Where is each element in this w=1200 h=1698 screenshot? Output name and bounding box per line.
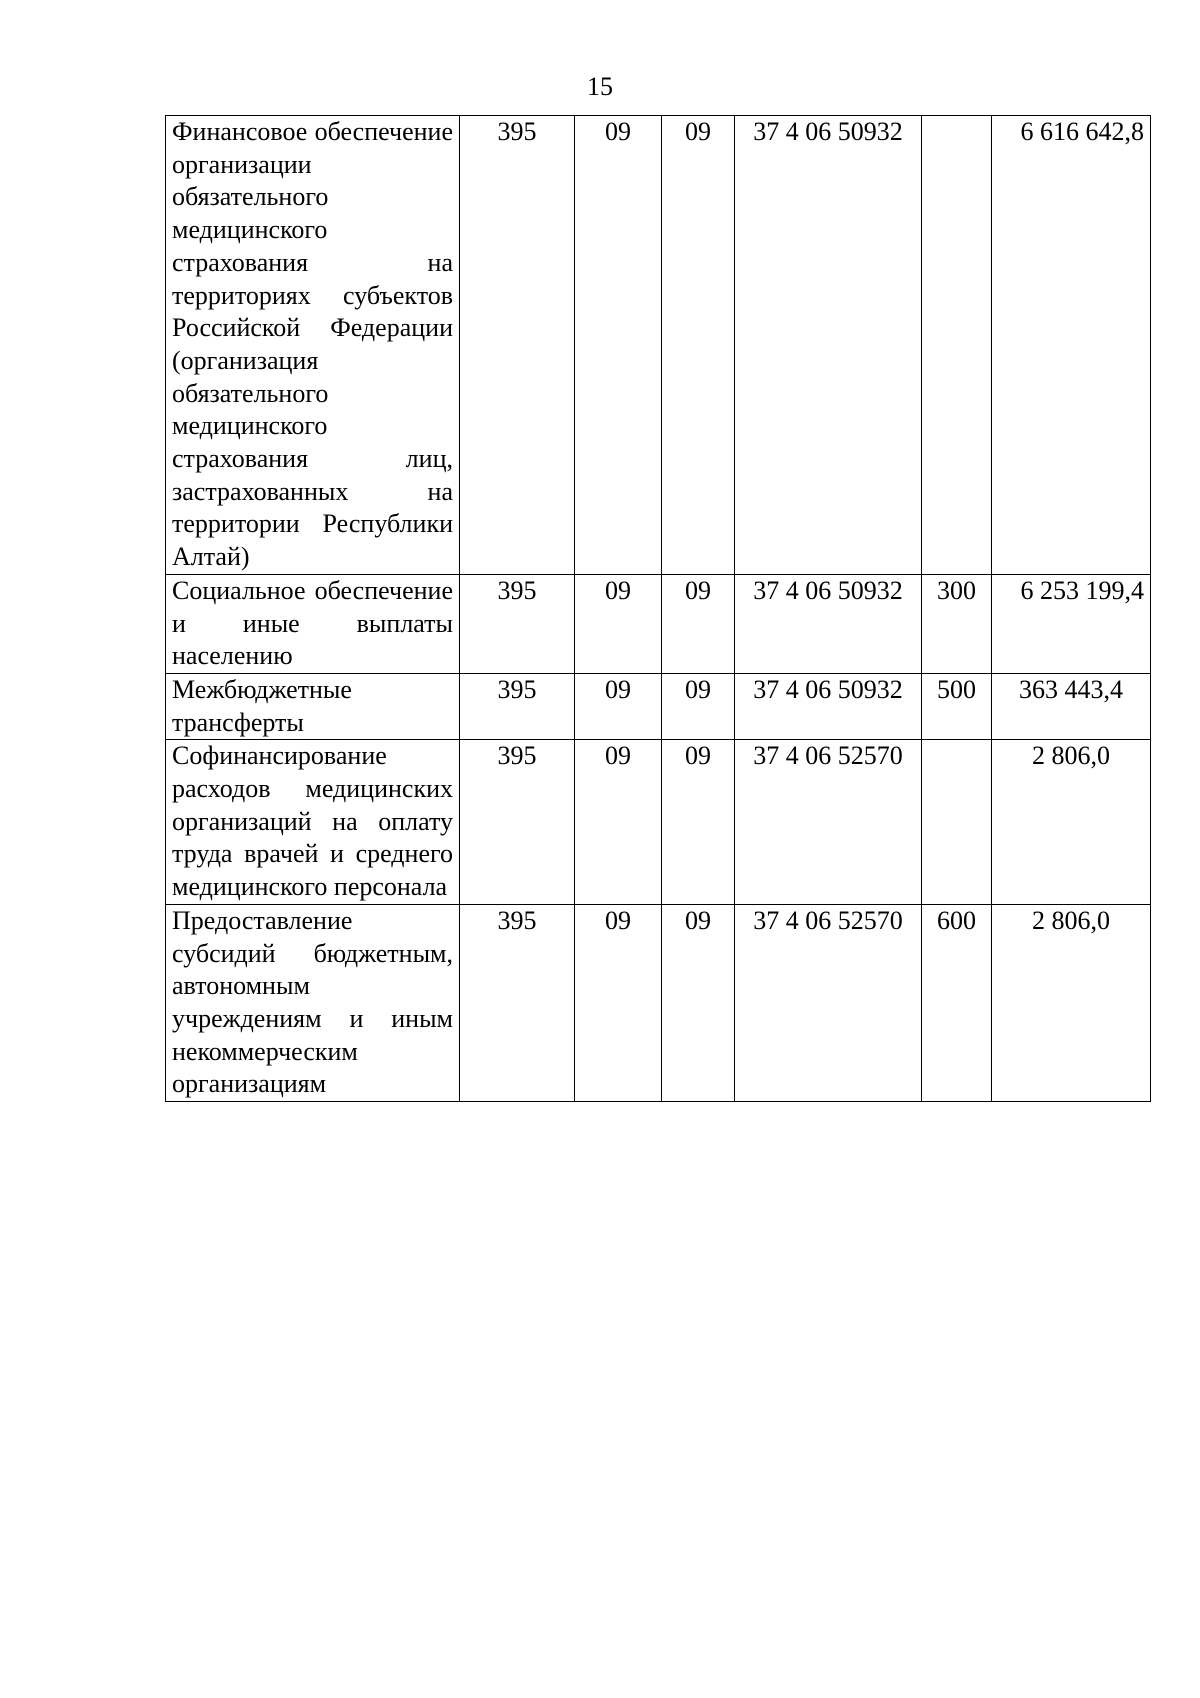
ministry-code: 395 xyxy=(460,904,575,1101)
subsection-code: 09 xyxy=(662,574,735,673)
budget-table xyxy=(165,115,1151,1102)
row-name: Межбюджетные трансферты xyxy=(166,673,460,739)
ministry-code: 395 xyxy=(460,116,575,575)
subsection-code: 09 xyxy=(662,673,735,739)
amount: 363 443,4 xyxy=(992,673,1151,739)
ministry-code: 395 xyxy=(460,740,575,905)
target-article-code: 37 4 06 50932 xyxy=(735,673,922,739)
row-name: Социальное обеспечение и иные выплаты населению xyxy=(166,574,460,673)
amount: 6 616 642,8 xyxy=(992,116,1151,575)
section-code: 09 xyxy=(575,574,662,673)
target-article-code: 37 4 06 52570 xyxy=(735,904,922,1101)
expense-type-code xyxy=(922,116,992,575)
table-row xyxy=(166,904,1151,1101)
expense-type-code: 500 xyxy=(922,673,992,739)
target-article-code: 37 4 06 52570 xyxy=(735,740,922,905)
section-code: 09 xyxy=(575,904,662,1101)
ministry-code: 395 xyxy=(460,673,575,739)
expense-type-code: 600 xyxy=(922,904,992,1101)
subsection-code: 09 xyxy=(662,740,735,905)
row-name: Финансовое обеспечение организации обязательного медицинского страхования на территориях субъектов Российской Федерации (организация обязательного медицинского страхования лиц, застрахованных на территории Республики Алтай) xyxy=(166,116,460,575)
page-number: 15 xyxy=(587,72,613,101)
subsection-code: 09 xyxy=(662,116,735,575)
amount: 6 253 199,4 xyxy=(992,574,1151,673)
amount: 2 806,0 xyxy=(992,904,1151,1101)
section-code: 09 xyxy=(575,116,662,575)
table-row xyxy=(166,673,1151,739)
amount: 2 806,0 xyxy=(992,740,1151,905)
row-name: Предоставление субсидий бюджетным, автономным учреждениям и иным некоммерческим организациям xyxy=(166,904,460,1101)
expense-type-code xyxy=(922,740,992,905)
target-article-code: 37 4 06 50932 xyxy=(735,574,922,673)
target-article-code: 37 4 06 50932 xyxy=(735,116,922,575)
subsection-code: 09 xyxy=(662,904,735,1101)
table-row xyxy=(166,574,1151,673)
row-name: Софинансирование расходов медицинских организаций на оплату труда врачей и среднего медицинского персонала xyxy=(166,740,460,905)
section-code: 09 xyxy=(575,740,662,905)
table-row xyxy=(166,116,1151,575)
ministry-code: 395 xyxy=(460,574,575,673)
expense-type-code: 300 xyxy=(922,574,992,673)
table-row xyxy=(166,740,1151,905)
section-code: 09 xyxy=(575,673,662,739)
